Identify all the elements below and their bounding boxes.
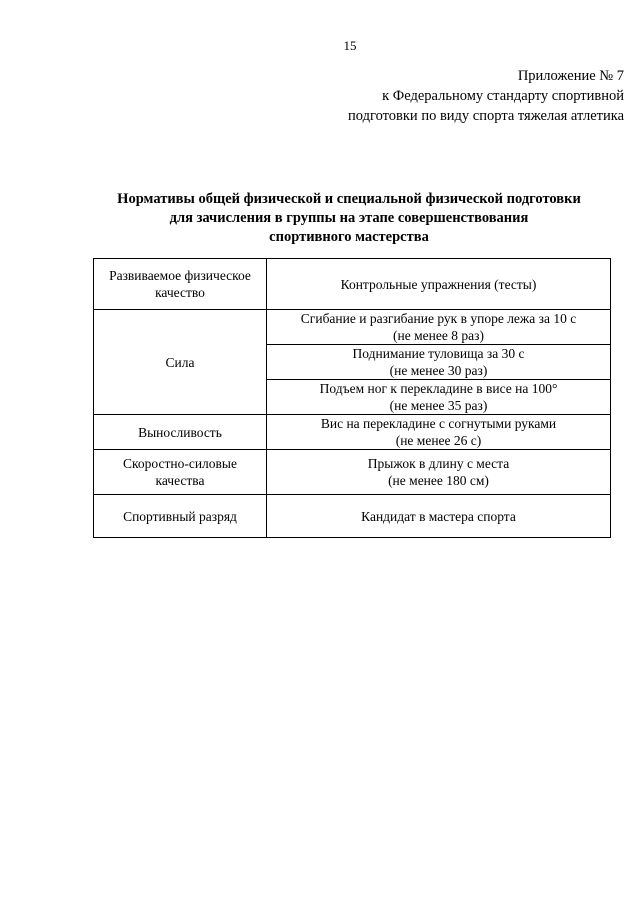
document-title-line-1: Нормативы общей физической и специальной физической подготовки [117, 191, 581, 207]
test-cell [267, 345, 611, 380]
document-title-line-2: для зачисления в группы на этапе совершенствования [169, 210, 529, 226]
table-row [94, 450, 611, 495]
quality-cell-strength: Сила [94, 310, 267, 415]
document-title-line-3: спортивного мастерства [269, 229, 429, 245]
header-quality-line-2: качество [155, 285, 205, 300]
quality-line-2: качества [155, 473, 205, 488]
test-name: Прыжок в длину с места [367, 456, 510, 471]
table-row [94, 310, 611, 345]
test-norm: (не менее 30 раз) [389, 363, 488, 378]
appendix-line-1: Приложение № 7 [517, 68, 624, 84]
test-cell [267, 450, 611, 495]
header-tests: Контрольные упражнения (тесты) [267, 259, 611, 310]
test-norm: (не менее 35 раз) [389, 398, 488, 413]
table-row [94, 495, 611, 538]
quality-cell-endurance: Выносливость [94, 415, 267, 450]
header-quality [94, 259, 267, 310]
test-norm: (не менее 180 см) [388, 473, 489, 488]
table-row [94, 415, 611, 450]
test-norm: (не менее 8 раз) [393, 328, 484, 343]
header-quality-line-1: Развиваемое физическое [109, 268, 251, 283]
table-header-row [94, 259, 611, 310]
test-name: Сгибание и разгибание рук в упоре лежа за 10 с [300, 311, 577, 326]
test-cell [267, 415, 611, 450]
document-title [60, 190, 638, 247]
quality-line-1: Скоростно-силовые [123, 456, 237, 471]
test-cell [267, 380, 611, 415]
appendix-header [348, 66, 624, 126]
quality-cell-sport-rank: Спортивный разряд [94, 495, 267, 538]
test-cell [267, 310, 611, 345]
page-number: 15 [343, 38, 357, 53]
test-name: Поднимание туловища за 30 с [352, 346, 525, 361]
test-name: Подъем ног к перекладине в висе на 100° [319, 381, 558, 396]
test-name: Вис на перекладине с согнутыми руками [320, 416, 557, 431]
norms-table [93, 258, 611, 538]
test-cell: Кандидат в мастера спорта [267, 495, 611, 538]
appendix-line-2: к Федеральному стандарту спортивной [382, 88, 624, 104]
quality-cell-speed-strength [94, 450, 267, 495]
appendix-line-3: подготовки по виду спорта тяжелая атлетика [348, 108, 624, 124]
test-norm: (не менее 26 с) [395, 433, 482, 448]
